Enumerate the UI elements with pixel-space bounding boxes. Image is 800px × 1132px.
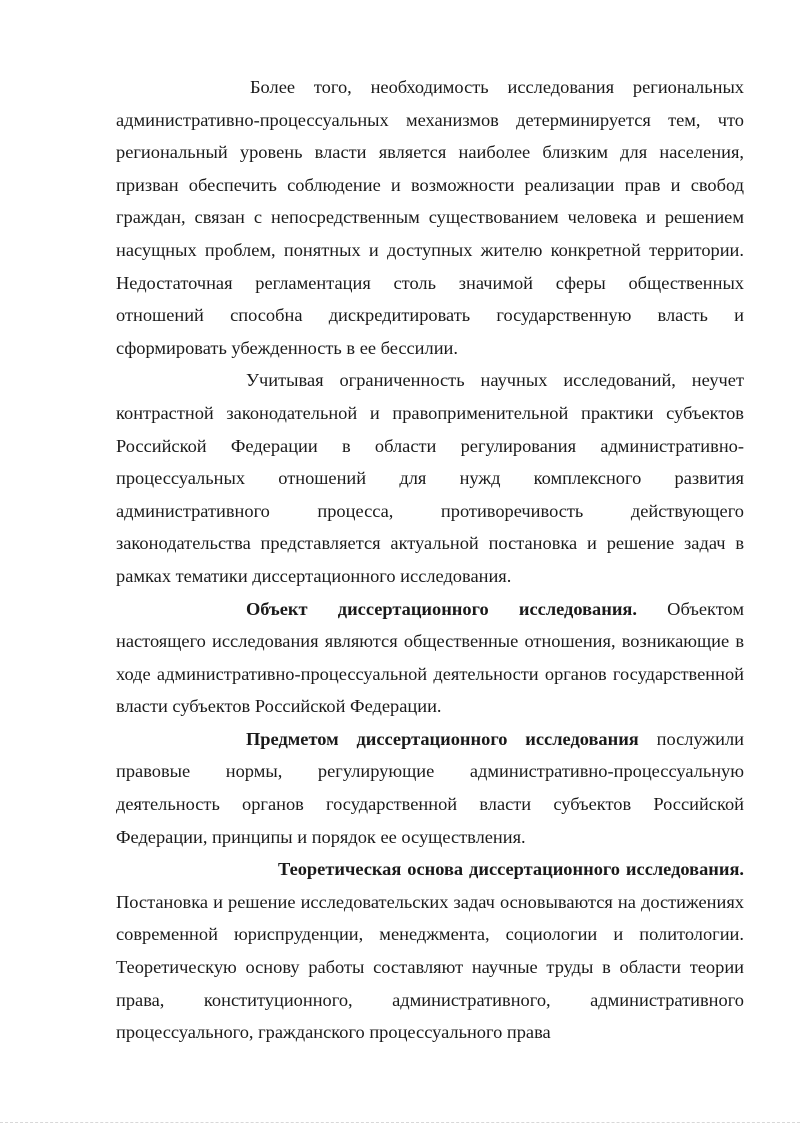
theory-heading: Теоретическая основа диссертационного исследования. — [278, 859, 744, 880]
paragraph-object — [116, 593, 744, 723]
object-body: Объектом настоящего исследования являются общественные отношения, возникающие в ходе административно-процессуальной деятельности органов государственной власти субъектов Российской Федерации. — [116, 598, 745, 717]
theory-body: Постановка и решение исследовательских задач основываются на достижениях современной юриспруденции, менеджмента, социологии и политологии. Теоретическую основу работы составляют научные труды в области теории права, конституционного, административного, административного процессуального, гражданского процессуального права — [116, 891, 744, 1043]
subject-heading: Предметом диссертационного исследования — [246, 728, 639, 749]
page-bottom-rule — [0, 1122, 800, 1124]
object-heading: Объект диссертационного исследования. — [246, 598, 637, 619]
paragraph-subject — [116, 723, 744, 853]
paragraph-relevance: Учитывая ограниченность научных исследований, неучет контрастной законодательной и правоприменительной практики субъектов Российской Федерации в области регулирования административно-процессуальных отношений для нужд комплексного развития административного процесса, противоречивость действующего законодательства представляется актуальной постановка и решение задач в рамках тематики диссертационного исследования. — [116, 370, 744, 586]
paragraph-regional-mechanisms: Более того, необходимость исследования региональных административно-процессуальных механизмов детерминируется тем, что региональный уровень власти является наиболее близким для населения, призван обеспечить соблюдение и возможности реализации прав и свобод граждан, связан с непосредственным существованием человека и решением насущных проблем, понятных и доступных жителю конкретной территории. Недостаточная регламентация столь значимой сферы общественных отношений способна дискредитировать государственную власть и сформировать убежденность в ее бессилии. — [116, 77, 744, 358]
paragraph-theoretical-basis — [116, 853, 744, 1049]
subject-body: послужили правовые нормы, регулирующие административно-процессуальную деятельность органов государственной власти субъектов Российской Федерации, принципы и порядок ее осуществления. — [116, 728, 744, 847]
body-text — [116, 71, 744, 1049]
